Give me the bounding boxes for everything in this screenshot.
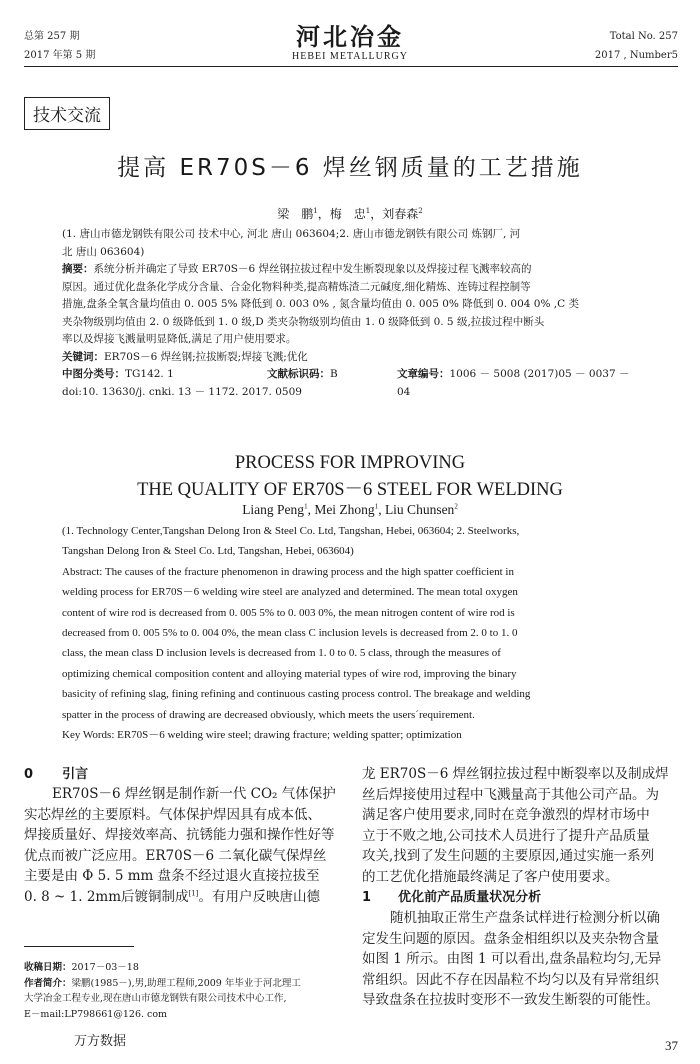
para-right-9: 如图 1 所示。由图 1 可以看出,盘条晶粒均匀,无异 <box>362 951 662 967</box>
article-no-value: 1006 － 5008 (2017)05 － 0037 － 04 <box>397 368 630 398</box>
clc-value: TG142. 1 <box>125 368 174 380</box>
received-date: 2017－03－18 <box>71 962 139 973</box>
footnote: 收稿日期：2017－03－18 作者简介：梁鹏(1985－),男,助理工程师,2009 年毕业于河北理工 大学冶金工程专业,现在唐山市德龙钢铁有限公司技术中心工作, E－mail:LP798661@126. com <box>24 960 342 1022</box>
title-en <box>0 450 700 503</box>
para-right-8: 定发生问题的原因。盘条金相组织以及夹杂物含量 <box>362 930 659 947</box>
abstract-cn-line-5: 率以及焊接飞溅量明显降低,满足了用户使用要求。 <box>62 333 297 345</box>
author-en-2: , Mei Zhong <box>307 502 375 517</box>
abstract-cn-line-1: 摘要：系统分析并确定了导致 ER70S－6 焊丝钢拉拔过程中发生断裂现象以及焊接过程飞溅率较高的 <box>62 263 532 275</box>
para-left-6: 0. 8 ~ 1. 2mm后镀铜制成[1]。有用户反映唐山德 <box>24 888 320 905</box>
title-cn: 提高 ER70S－6 焊丝钢质量的工艺措施 <box>117 155 583 181</box>
doc-code-value: B <box>330 368 338 380</box>
affiliation-en-line-2: Tangshan Delong Iron & Steel Co. Ltd, Tangshan, Hebei, 063604) <box>62 545 354 558</box>
cn-front-matter <box>62 226 632 401</box>
section-label: 技术交流 <box>24 97 110 130</box>
section-1-heading <box>362 887 680 908</box>
para-right-3: 满足客户使用要求,同时在竞争激烈的焊材市场中 <box>362 807 650 823</box>
affiliation-cn-line-1: (1. 唐山市德龙钢铁有限公司 技术中心, 河北 唐山 063604;2. 唐山市德龙钢铁有限公司 炼钢厂, 河 <box>62 228 521 240</box>
title-en-line-2: THE QUALITY OF ER70S－6 STEEL FOR WELDING <box>137 480 563 500</box>
abstract-en-line-6: optimizing chemical composition content and alloying material types of wire rod, improving the binary <box>62 667 517 680</box>
clc-label: 中图分类号： <box>62 368 125 380</box>
abstract-en-line-4: decreased from 0. 005 5% to 0. 004 0%, the mean class C inclusion levels is decreased from 2. 0 to 1. 0 <box>62 627 518 640</box>
watermark: 万方数据 <box>74 1034 127 1049</box>
keywords-cn-label: 关键词： <box>62 350 104 363</box>
author-2-sup: 1 <box>365 207 371 215</box>
author-1: 梁 鹏 <box>277 207 314 221</box>
section-0-title: 引言 <box>62 767 89 782</box>
para-right-4: 立于不败之地,公司技术人员进行了提升产品质量 <box>362 827 650 844</box>
abstract-cn-line-3: 措施,盘条全氧含量均值由 0. 005 5% 降低到 0. 003 0% , 氮含量均值由 0. 005 0% 降低到 0. 004 0% ,C 类 <box>62 298 579 310</box>
author-2: ，梅 忠 <box>317 207 366 221</box>
author-en-3: , Liu Chunsen <box>378 502 455 517</box>
section-0-heading <box>24 763 339 784</box>
keywords-en: Key Words: ER70S－6 welding wire steel; drawing fracture; welding spatter; optimization <box>62 729 462 742</box>
en-front-matter <box>62 521 630 745</box>
total-no-en: Total No. 257 <box>609 31 678 42</box>
author-email: E－mail:LP798661@126. com <box>24 1008 168 1020</box>
issue-total: 总第 257 期 <box>24 31 80 42</box>
section-1-title: 优化前产品质量状况分析 <box>398 890 542 905</box>
abstract-cn-line-4: 夹杂物级别均值由 2. 0 级降低到 1. 0 级,D 类夹杂物级别均值由 1. 0 级降低到 0. 5 级,拉拔过程中断头 <box>62 315 545 328</box>
footnote-rule <box>24 946 134 947</box>
para-left-5: 主要是由 Φ 5. 5 mm 盘条不经过退火直接拉拔至 <box>24 868 320 884</box>
citation-ref: [1] <box>188 889 199 897</box>
abstract-en-line-1: Abstract: The causes of the fracture phenomenon in drawing process and the high spatter coefficient in <box>62 565 514 578</box>
section-0-number: 0 <box>24 767 34 782</box>
right-column <box>362 764 680 1011</box>
abstract-en-line-7: basicity of refining slag, fining refining and continuous casting process control. The breakage and welding <box>62 688 531 701</box>
author-3-sup: 2 <box>418 207 423 215</box>
para-right-2: 丝后焊接使用过程中飞溅量高于其他公司产品。为 <box>362 786 659 803</box>
header-rule <box>24 66 678 67</box>
para-left-1: ER70S－6 焊丝钢是制作新一代 CO₂ 气体保护 <box>52 786 336 802</box>
para-right-11: 导致盘条在拉拔时变形不一致发生断裂的可能性。 <box>362 992 659 1008</box>
abstract-en-line-3: content of wire rod is decreased from 0. 005 5% to 0. 003 0%, the mean nitrogen content of wire rod is <box>62 606 515 619</box>
para-left-4: 优点而被广泛应用。ER70S－6 二氧化碳气保焊丝 <box>24 847 327 864</box>
para-left-3: 焊接质量好、焊接效率高、抗锈能力强和操作性好等 <box>24 827 335 843</box>
section-1-number: 1 <box>362 890 372 905</box>
authors-en: Liang Peng$^1$, Mei Zhong$^1$, Liu Chunsen$^2$ <box>242 502 458 517</box>
abstract-cn-label: 摘要： <box>62 263 94 275</box>
affiliation-cn-line-2: 北 唐山 063604) <box>62 245 145 258</box>
para-right-6: 的工艺优化措施最终满足了客户使用要求。 <box>362 868 619 885</box>
journal-title-cn: 河北冶金 <box>296 22 404 51</box>
authors-cn <box>0 205 700 222</box>
author-bio-label: 作者简介： <box>24 977 72 989</box>
para-right-10: 常组织。因此不存在因晶粒不均匀以及有异常组织 <box>362 971 659 988</box>
page-number: 37 <box>665 1038 678 1053</box>
doi: doi:10. 13630/j. cnki. 13 － 1172. 2017. 0509 <box>62 385 302 398</box>
author-en-1: Liang Peng <box>242 502 305 517</box>
year-no-en: 2017 , Number5 <box>594 50 678 61</box>
year-issue: 2017 年第 5 期 <box>24 50 96 61</box>
abstract-en-line-8: spatter in the process of drawing are decreased obviously, which meets the users´requirement. <box>62 708 475 721</box>
abstract-en-line-5: class, the mean class D inclusion levels is decreased from 1. 0 to 0. 5 class, through the measures of <box>62 647 501 660</box>
left-column <box>24 763 339 907</box>
title-en-line-1: PROCESS FOR IMPROVING <box>234 453 466 473</box>
keywords-cn: 关键词：ER70S－6 焊丝钢;拉拔断裂;焊接飞溅;优化 <box>62 350 308 363</box>
para-left-2: 实芯焊丝的主要原料。气体保护焊因具有成本低、 <box>24 806 321 823</box>
para-right-7: 随机抽取正常生产盘条试样进行检测分析以确 <box>390 910 660 926</box>
affiliation-en-line-1: (1. Technology Center,Tangshan Delong Iron & Steel Co. Ltd, Tangshan, Hebei, 063604; 2. Steelworks, <box>62 525 520 537</box>
received-label: 收稿日期： <box>24 962 72 973</box>
para-right-5: 攻关,找到了发生问题的主要原因,通过实施一系列 <box>362 848 655 864</box>
para-right-1: 龙 ER70S－6 焊丝钢拉拔过程中断裂率以及制成焊 <box>362 766 669 782</box>
article-no-label: 文章编号： <box>397 368 450 380</box>
abstract-en-line-2: welding process for ER70S－6 welding wire steel are analyzed and determined. The mean total oxygen <box>62 586 518 599</box>
author-3: ，刘春森 <box>370 207 419 221</box>
author-1-sup: 1 <box>313 207 318 215</box>
doc-code-label: 文献标识码： <box>267 368 330 380</box>
abstract-cn-line-2: 原因。通过优化盘条化学成分含量、合金化物料种类,提高精炼渣二元碱度,细化精炼、连铸过程控制等 <box>62 280 531 293</box>
journal-title-en: HEBEI METALLURGY <box>291 51 409 62</box>
